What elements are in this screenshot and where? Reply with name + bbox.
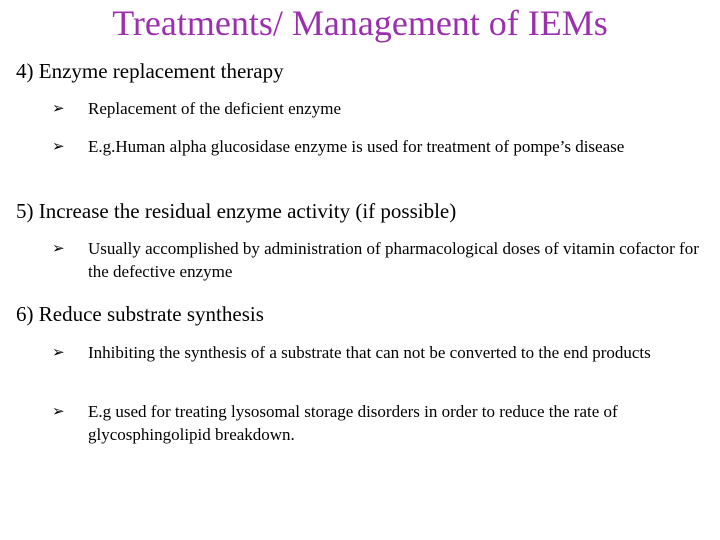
section-heading-enzyme-replacement: 4) Enzyme replacement therapy (16, 59, 284, 83)
arrow-bullet-icon: ➢ (52, 343, 65, 361)
bullet-item (52, 237, 714, 283)
bullet-item (52, 400, 714, 446)
bullet-text: Usually accomplished by administration of pharmacological doses of vitamin cofactor for the defective enzyme (88, 239, 699, 281)
arrow-bullet-icon: ➢ (52, 137, 65, 155)
arrow-bullet-icon: ➢ (52, 239, 65, 257)
arrow-bullet-icon: ➢ (52, 402, 65, 420)
bullet-text: Inhibiting the synthesis of a substrate that can not be converted to the end products (88, 343, 651, 362)
slide-title: Treatments/ Management of IEMs (112, 3, 608, 43)
bullet-text: Replacement of the deficient enzyme (88, 99, 341, 118)
section-heading-reduce-substrate: 6) Reduce substrate synthesis (16, 302, 264, 326)
bullet-text: E.g.Human alpha glucosidase enzyme is used for treatment of pompe’s disease (88, 137, 625, 156)
bullet-item (52, 97, 714, 120)
arrow-bullet-icon: ➢ (52, 99, 65, 117)
bullet-text: E.g used for treating lysosomal storage disorders in order to reduce the rate of glycosphingolipid breakdown. (88, 402, 618, 444)
bullet-item (52, 341, 714, 364)
section-heading-residual-activity: 5) Increase the residual enzyme activity (if possible) (16, 199, 457, 223)
bullet-item (52, 135, 714, 158)
